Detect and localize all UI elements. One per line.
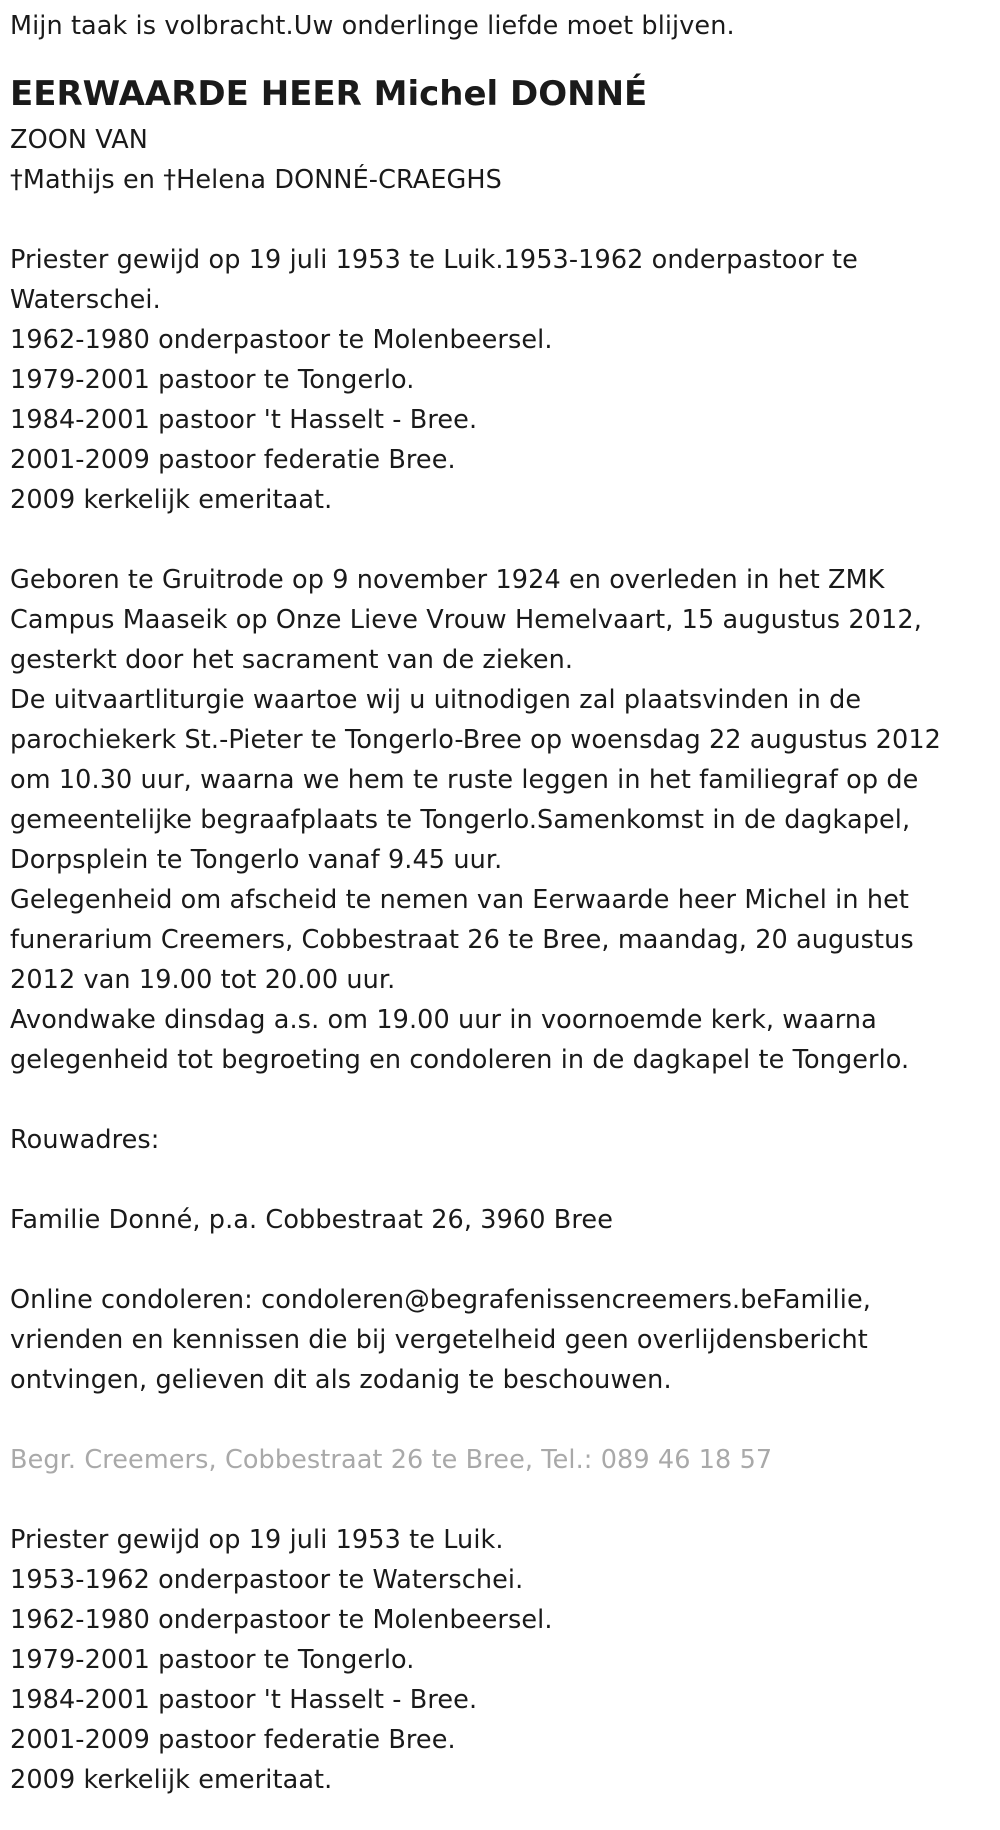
career-section	[10, 240, 990, 520]
body-line: Avondwake dinsdag a.s. om 19.00 uur in voornoemde kerk, waarna	[10, 1005, 877, 1035]
motto: Mijn taak is volbracht.Uw onderlinge liefde moet blijven.	[10, 11, 735, 41]
body-line: om 10.30 uur, waarna we hem te ruste leggen in het familiegraf op de	[10, 765, 919, 795]
body-line: Campus Maaseik op Onze Lieve Vrouw Hemelvaart, 15 augustus 2012,	[10, 605, 922, 635]
funeral-home-info: Begr. Creemers, Cobbestraat 26 te Bree, Tel.: 089 46 18 57	[10, 1445, 773, 1475]
career-line: 1962-1980 onderpastoor te Molenbeersel.	[10, 325, 553, 355]
spacer	[10, 1160, 990, 1200]
spacer	[10, 1480, 990, 1520]
career-line: 1962-1980 onderpastoor te Molenbeersel.	[10, 1605, 553, 1635]
online-line: Online condoleren: condoleren@begrafenissencreemers.beFamilie,	[10, 1285, 871, 1315]
career-line: Priester gewijd op 19 juli 1953 te Luik.	[10, 1525, 504, 1555]
career-section-repeat	[10, 1520, 990, 1800]
spacer	[10, 1240, 990, 1280]
body-section	[10, 560, 990, 1080]
body-line: Gelegenheid om afscheid te nemen van Eerwaarde heer Michel in het	[10, 885, 909, 915]
deceased-name: EERWAARDE HEER Michel DONNÉ	[10, 74, 648, 114]
career-line: Priester gewijd op 19 juli 1953 te Luik.1953-1962 onderpastoor te	[10, 245, 858, 275]
body-line: 2012 van 19.00 tot 20.00 uur.	[10, 965, 396, 995]
body-line: gesterkt door het sacrament van de zieken.	[10, 645, 574, 675]
son-of-label: ZOON VAN	[10, 125, 148, 155]
body-line: funerarium Creemers, Cobbestraat 26 te Bree, maandag, 20 augustus	[10, 925, 914, 955]
parents: †Mathijs en †Helena DONNÉ-CRAEGHS	[10, 165, 502, 195]
spacer	[10, 520, 990, 560]
career-line: 1979-2001 pastoor te Tongerlo.	[10, 1645, 415, 1675]
body-line: gemeentelijke begraafplaats te Tongerlo.Samenkomst in de dagkapel,	[10, 805, 911, 835]
career-line: 2009 kerkelijk emeritaat.	[10, 1765, 333, 1795]
spacer	[10, 1080, 990, 1120]
career-line: 1979-2001 pastoor te Tongerlo.	[10, 365, 415, 395]
spacer	[10, 1400, 990, 1440]
career-line: Waterschei.	[10, 285, 161, 315]
career-line: 1984-2001 pastoor 't Hasselt - Bree.	[10, 1685, 478, 1715]
career-line: 1953-1962 onderpastoor te Waterschei.	[10, 1565, 524, 1595]
body-line: De uitvaartliturgie waartoe wij u uitnodigen zal plaatsvinden in de	[10, 685, 862, 715]
online-line: vrienden en kennissen die bij vergetelheid geen overlijdensbericht	[10, 1325, 868, 1355]
address-label: Rouwadres:	[10, 1125, 160, 1155]
mourning-address: Familie Donné, p.a. Cobbestraat 26, 3960 Bree	[10, 1205, 613, 1235]
body-line: Dorpsplein te Tongerlo vanaf 9.45 uur.	[10, 845, 503, 875]
spacer	[10, 200, 990, 240]
body-line: parochiekerk St.-Pieter te Tongerlo-Bree op woensdag 22 augustus 2012	[10, 725, 941, 755]
career-line: 2001-2009 pastoor federatie Bree.	[10, 1725, 456, 1755]
online-line: ontvingen, gelieven dit als zodanig te beschouwen.	[10, 1365, 672, 1395]
online-condolence-section	[10, 1280, 990, 1400]
career-line: 1984-2001 pastoor 't Hasselt - Bree.	[10, 405, 478, 435]
body-line: gelegenheid tot begroeting en condoleren in de dagkapel te Tongerlo.	[10, 1045, 910, 1075]
body-line: Geboren te Gruitrode op 9 november 1924 en overleden in het ZMK	[10, 565, 885, 595]
career-line: 2009 kerkelijk emeritaat.	[10, 485, 333, 515]
career-line: 2001-2009 pastoor federatie Bree.	[10, 445, 456, 475]
